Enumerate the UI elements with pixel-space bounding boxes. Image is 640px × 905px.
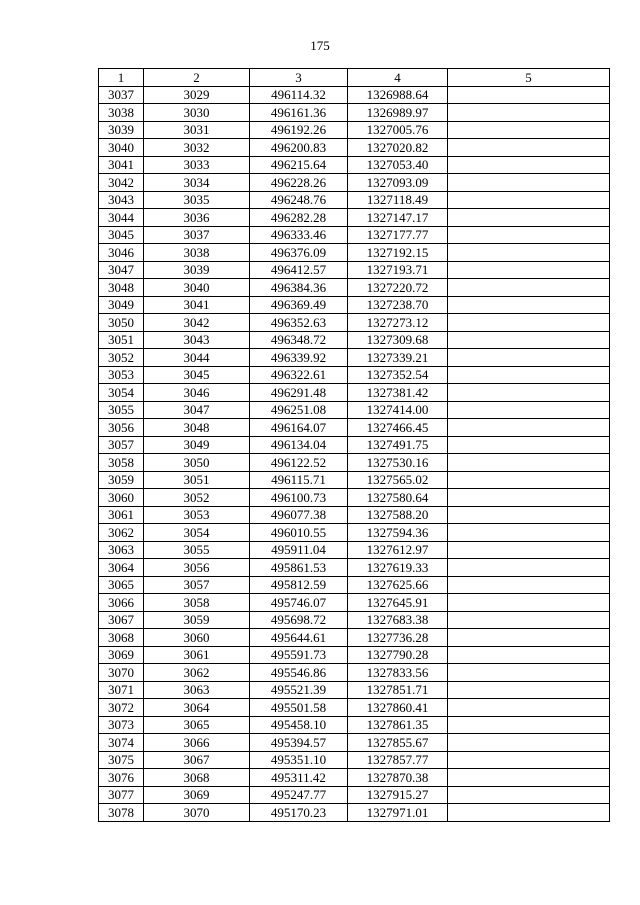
cell-x-coordinate: 496251.08 [250,401,348,419]
cell-y-coordinate: 1327736.28 [348,629,448,647]
cell-note [448,191,610,209]
coordinates-table [98,68,610,822]
table-row [99,681,610,699]
cell-ref-number: 3036 [144,209,250,227]
cell-point-number: 3045 [99,226,144,244]
cell-note [448,786,610,804]
cell-point-number: 3074 [99,734,144,752]
column-header-5: 5 [448,69,610,87]
cell-x-coordinate: 495521.39 [250,681,348,699]
table-row [99,646,610,664]
cell-note [448,279,610,297]
cell-note [448,524,610,542]
cell-note [448,401,610,419]
cell-ref-number: 3043 [144,331,250,349]
table-row [99,139,610,157]
cell-y-coordinate: 1327093.09 [348,174,448,192]
cell-point-number: 3067 [99,611,144,629]
table-row [99,86,610,104]
cell-y-coordinate: 1327860.41 [348,699,448,717]
cell-ref-number: 3054 [144,524,250,542]
table-row [99,541,610,559]
cell-note [448,139,610,157]
cell-point-number: 3043 [99,191,144,209]
cell-y-coordinate: 1327147.17 [348,209,448,227]
cell-note [448,104,610,122]
cell-point-number: 3059 [99,471,144,489]
cell-note [448,664,610,682]
cell-note [448,436,610,454]
table-row [99,121,610,139]
cell-y-coordinate: 1327915.27 [348,786,448,804]
cell-note [448,699,610,717]
table-row [99,261,610,279]
cell-point-number: 3054 [99,384,144,402]
cell-ref-number: 3031 [144,121,250,139]
cell-note [448,541,610,559]
cell-point-number: 3066 [99,594,144,612]
cell-point-number: 3060 [99,489,144,507]
table-row [99,629,610,647]
cell-ref-number: 3044 [144,349,250,367]
cell-x-coordinate: 496412.57 [250,261,348,279]
cell-point-number: 3049 [99,296,144,314]
cell-point-number: 3069 [99,646,144,664]
cell-y-coordinate: 1327790.28 [348,646,448,664]
cell-y-coordinate: 1327645.91 [348,594,448,612]
table-row [99,419,610,437]
cell-x-coordinate: 496122.52 [250,454,348,472]
cell-ref-number: 3070 [144,804,250,822]
cell-note [448,226,610,244]
cell-point-number: 3078 [99,804,144,822]
table-row [99,174,610,192]
cell-y-coordinate: 1327857.77 [348,751,448,769]
cell-y-coordinate: 1327683.38 [348,611,448,629]
cell-x-coordinate: 496134.04 [250,436,348,454]
cell-point-number: 3058 [99,454,144,472]
cell-point-number: 3065 [99,576,144,594]
cell-ref-number: 3037 [144,226,250,244]
table-header-row [99,69,610,87]
cell-ref-number: 3069 [144,786,250,804]
cell-x-coordinate: 496333.46 [250,226,348,244]
cell-ref-number: 3032 [144,139,250,157]
cell-point-number: 3037 [99,86,144,104]
cell-y-coordinate: 1327339.21 [348,349,448,367]
cell-note [448,629,610,647]
cell-note [448,366,610,384]
cell-y-coordinate: 1327855.67 [348,734,448,752]
cell-y-coordinate: 1327192.15 [348,244,448,262]
cell-x-coordinate: 495911.04 [250,541,348,559]
cell-x-coordinate: 496200.83 [250,139,348,157]
cell-point-number: 3044 [99,209,144,227]
cell-ref-number: 3064 [144,699,250,717]
cell-y-coordinate: 1327414.00 [348,401,448,419]
cell-x-coordinate: 496115.71 [250,471,348,489]
cell-note [448,506,610,524]
table-body [99,86,610,821]
cell-note [448,681,610,699]
cell-note [448,156,610,174]
cell-note [448,576,610,594]
cell-note [448,559,610,577]
table-row [99,401,610,419]
cell-y-coordinate: 1327466.45 [348,419,448,437]
cell-ref-number: 3051 [144,471,250,489]
cell-y-coordinate: 1327381.42 [348,384,448,402]
cell-ref-number: 3033 [144,156,250,174]
cell-y-coordinate: 1327220.72 [348,279,448,297]
table-row [99,436,610,454]
cell-x-coordinate: 495501.58 [250,699,348,717]
cell-note [448,121,610,139]
table-row [99,786,610,804]
table-row [99,226,610,244]
cell-point-number: 3057 [99,436,144,454]
cell-ref-number: 3030 [144,104,250,122]
cell-ref-number: 3068 [144,769,250,787]
cell-ref-number: 3067 [144,751,250,769]
cell-y-coordinate: 1327491.75 [348,436,448,454]
cell-x-coordinate: 496077.38 [250,506,348,524]
cell-y-coordinate: 1327870.38 [348,769,448,787]
cell-x-coordinate: 496161.36 [250,104,348,122]
cell-ref-number: 3050 [144,454,250,472]
cell-y-coordinate: 1327619.33 [348,559,448,577]
cell-x-coordinate: 495861.53 [250,559,348,577]
cell-point-number: 3076 [99,769,144,787]
table-row [99,769,610,787]
cell-x-coordinate: 496215.64 [250,156,348,174]
cell-point-number: 3048 [99,279,144,297]
cell-point-number: 3072 [99,699,144,717]
cell-point-number: 3061 [99,506,144,524]
cell-x-coordinate: 495698.72 [250,611,348,629]
cell-x-coordinate: 496100.73 [250,489,348,507]
cell-y-coordinate: 1327193.71 [348,261,448,279]
cell-note [448,174,610,192]
table-row [99,104,610,122]
cell-point-number: 3064 [99,559,144,577]
table-row [99,576,610,594]
cell-note [448,611,610,629]
table-row [99,454,610,472]
cell-x-coordinate: 496291.48 [250,384,348,402]
cell-ref-number: 3058 [144,594,250,612]
cell-ref-number: 3052 [144,489,250,507]
cell-ref-number: 3047 [144,401,250,419]
cell-note [448,471,610,489]
cell-x-coordinate: 496348.72 [250,331,348,349]
cell-ref-number: 3060 [144,629,250,647]
cell-ref-number: 3062 [144,664,250,682]
cell-note [448,646,610,664]
cell-note [448,261,610,279]
cell-y-coordinate: 1327118.49 [348,191,448,209]
cell-x-coordinate: 496010.55 [250,524,348,542]
table-row [99,489,610,507]
table-row [99,331,610,349]
cell-x-coordinate: 495311.42 [250,769,348,787]
cell-ref-number: 3049 [144,436,250,454]
cell-y-coordinate: 1327309.68 [348,331,448,349]
column-header-1: 1 [99,69,144,87]
cell-ref-number: 3040 [144,279,250,297]
cell-x-coordinate: 495247.77 [250,786,348,804]
cell-x-coordinate: 495394.57 [250,734,348,752]
table-row [99,664,610,682]
cell-point-number: 3056 [99,419,144,437]
cell-y-coordinate: 1327971.01 [348,804,448,822]
cell-y-coordinate: 1327851.71 [348,681,448,699]
cell-note [448,244,610,262]
cell-y-coordinate: 1326988.64 [348,86,448,104]
cell-x-coordinate: 496369.49 [250,296,348,314]
cell-point-number: 3050 [99,314,144,332]
cell-note [448,716,610,734]
table-row [99,244,610,262]
cell-note [448,419,610,437]
cell-point-number: 3038 [99,104,144,122]
cell-x-coordinate: 495546.86 [250,664,348,682]
table-row [99,349,610,367]
cell-y-coordinate: 1327580.64 [348,489,448,507]
cell-y-coordinate: 1327273.12 [348,314,448,332]
cell-ref-number: 3042 [144,314,250,332]
cell-ref-number: 3038 [144,244,250,262]
cell-point-number: 3039 [99,121,144,139]
cell-point-number: 3070 [99,664,144,682]
cell-note [448,734,610,752]
table-row [99,524,610,542]
cell-x-coordinate: 496322.61 [250,366,348,384]
cell-y-coordinate: 1327612.97 [348,541,448,559]
table-row [99,804,610,822]
cell-ref-number: 3048 [144,419,250,437]
cell-y-coordinate: 1327053.40 [348,156,448,174]
cell-x-coordinate: 495170.23 [250,804,348,822]
cell-point-number: 3075 [99,751,144,769]
cell-x-coordinate: 495591.73 [250,646,348,664]
cell-x-coordinate: 496228.26 [250,174,348,192]
cell-note [448,751,610,769]
cell-y-coordinate: 1327530.16 [348,454,448,472]
cell-point-number: 3071 [99,681,144,699]
column-header-3: 3 [250,69,348,87]
table-row [99,366,610,384]
cell-point-number: 3040 [99,139,144,157]
cell-point-number: 3041 [99,156,144,174]
cell-y-coordinate: 1327594.36 [348,524,448,542]
cell-y-coordinate: 1327020.82 [348,139,448,157]
cell-note [448,804,610,822]
table-row [99,156,610,174]
cell-y-coordinate: 1327833.56 [348,664,448,682]
table-row [99,559,610,577]
cell-ref-number: 3057 [144,576,250,594]
page-number: 175 [310,38,330,53]
cell-x-coordinate: 496192.26 [250,121,348,139]
cell-ref-number: 3059 [144,611,250,629]
cell-ref-number: 3063 [144,681,250,699]
cell-y-coordinate: 1327005.76 [348,121,448,139]
cell-x-coordinate: 496248.76 [250,191,348,209]
table-row [99,716,610,734]
table-row [99,734,610,752]
cell-ref-number: 3056 [144,559,250,577]
cell-ref-number: 3034 [144,174,250,192]
cell-ref-number: 3066 [144,734,250,752]
cell-y-coordinate: 1327565.02 [348,471,448,489]
cell-ref-number: 3055 [144,541,250,559]
cell-point-number: 3046 [99,244,144,262]
cell-note [448,331,610,349]
cell-point-number: 3068 [99,629,144,647]
cell-note [448,314,610,332]
cell-point-number: 3062 [99,524,144,542]
cell-y-coordinate: 1327588.20 [348,506,448,524]
column-header-4: 4 [348,69,448,87]
cell-y-coordinate: 1327625.66 [348,576,448,594]
cell-point-number: 3042 [99,174,144,192]
cell-ref-number: 3053 [144,506,250,524]
table-row [99,314,610,332]
cell-point-number: 3051 [99,331,144,349]
cell-x-coordinate: 495812.59 [250,576,348,594]
cell-x-coordinate: 496376.09 [250,244,348,262]
cell-ref-number: 3041 [144,296,250,314]
cell-y-coordinate: 1326989.97 [348,104,448,122]
table-row [99,191,610,209]
column-header-2: 2 [144,69,250,87]
cell-ref-number: 3035 [144,191,250,209]
cell-y-coordinate: 1327238.70 [348,296,448,314]
cell-note [448,454,610,472]
cell-point-number: 3053 [99,366,144,384]
cell-x-coordinate: 495644.61 [250,629,348,647]
cell-note [448,489,610,507]
cell-note [448,594,610,612]
cell-x-coordinate: 496114.32 [250,86,348,104]
cell-ref-number: 3029 [144,86,250,104]
cell-point-number: 3052 [99,349,144,367]
cell-y-coordinate: 1327861.35 [348,716,448,734]
table-row [99,471,610,489]
cell-x-coordinate: 495458.10 [250,716,348,734]
table-row [99,209,610,227]
table-row [99,699,610,717]
cell-x-coordinate: 496164.07 [250,419,348,437]
cell-point-number: 3055 [99,401,144,419]
cell-point-number: 3073 [99,716,144,734]
cell-note [448,86,610,104]
cell-y-coordinate: 1327177.77 [348,226,448,244]
cell-x-coordinate: 496352.63 [250,314,348,332]
cell-x-coordinate: 495746.07 [250,594,348,612]
cell-note [448,769,610,787]
table-row [99,751,610,769]
cell-ref-number: 3045 [144,366,250,384]
cell-x-coordinate: 495351.10 [250,751,348,769]
table-row [99,296,610,314]
cell-note [448,296,610,314]
table-row [99,279,610,297]
cell-ref-number: 3065 [144,716,250,734]
table-row [99,506,610,524]
cell-note [448,349,610,367]
cell-point-number: 3063 [99,541,144,559]
cell-note [448,384,610,402]
table-row [99,384,610,402]
cell-y-coordinate: 1327352.54 [348,366,448,384]
cell-x-coordinate: 496384.36 [250,279,348,297]
cell-point-number: 3047 [99,261,144,279]
cell-note [448,209,610,227]
cell-x-coordinate: 496282.28 [250,209,348,227]
cell-ref-number: 3039 [144,261,250,279]
cell-ref-number: 3061 [144,646,250,664]
cell-ref-number: 3046 [144,384,250,402]
table-row [99,611,610,629]
cell-x-coordinate: 496339.92 [250,349,348,367]
cell-point-number: 3077 [99,786,144,804]
table-row [99,594,610,612]
